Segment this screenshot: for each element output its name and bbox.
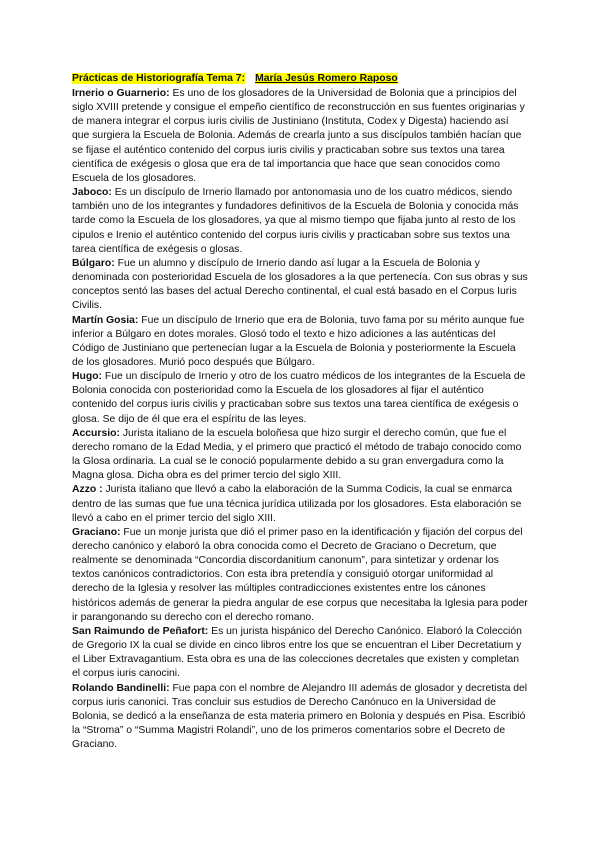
entry-term: Graciano: — [72, 526, 121, 538]
entry-term: Búlgaro: — [72, 257, 115, 269]
entry-text: Es uno de los glosadores de la Universidad de Bolonia que a principios del siglo XVIII pretende y consigue el empeño científico de reconstrucción en sus fuentes originarias y de manera integrar el corpus iuris civilis de Justiniano (Instituta, Codex y Digesta) haciendo así que surgiera la Escuela de Bolonia. Además de crearla junto a sus discípulos también hacían que se fijase el auténtico contenido del corpus iuris civilis y practicaban sobre sus textos una tarea científica de exégesis o glosa que era de tal importancia que hace que sean conocidos como Escuela de los glosadores. — [72, 88, 525, 184]
entry-martin-gosia — [72, 314, 528, 371]
entry-text: Fue un monje jurista que dió el primer paso en la identificación y fijación del corpus del derecho canónico y elaboró la obra conocida como el Decreto de Graciano o Decretum, que realmente se denominada “Concordia discordanitium canonum”, para sintetizar y ordenar los textos canónicos contradictorios. Con esta ibra pretendía y consiguió otorgar uniformidad al derecho de la Iglesia y resolver las múltiples contradicciones existentes entre los cánones históricos además de generar la piedra angular de ese corpus que necesitaba la Iglesia para poder ir parangonando su derecho con el derecho romano. — [72, 526, 528, 623]
entry-jaboco — [72, 186, 528, 257]
entry-text: Jurista italiano de la escuela boloñesa que hizo surgir el derecho común, que fue el derecho romano de la Edad Media, y el primero que practicó el método de trabajo conocido como la Glosa ordinaria. La cual se le conoció popularmente debido a su gran envergadura como la Magna glosa. Dicha obra es del primer tercio del siglo XIII. — [72, 427, 522, 482]
entry-irnerio — [72, 87, 528, 186]
entry-accursio — [72, 427, 528, 484]
document-author: María Jesús Romero Raposo — [255, 73, 398, 84]
document-title: Prácticas de Historiografía Tema 7: — [72, 73, 246, 84]
document-page — [72, 72, 528, 752]
entry-term: Hugo: — [72, 371, 103, 383]
entry-term: Azzo : — [72, 484, 103, 496]
entry-hugo — [72, 370, 528, 427]
entry-text: Fue un discípulo de Irnerio que era de Bolonia, tuvo fama por su mérito aunque fue inferior a Búlgaro en dotes morales. Glosó todo el texto e hizo adiciones a las auténticas del Código de Justiniano que pertenecían lugar a la Escuela de Bolonia y posteriormente la Escuela de los glosadores. Murió poco después que Búlgaro. — [72, 314, 525, 368]
entry-rolando-bandinelli — [72, 682, 528, 753]
entry-term: Accursio: — [72, 427, 120, 439]
document-header — [72, 72, 528, 86]
entry-term: Jaboco: — [72, 187, 112, 199]
entry-text: Es un discípulo de Irnerio llamado por antonomasia uno de los cuatro médicos, siendo también uno de los integrantes y fundadores definitivos de la Escuela de Bolonia y conocida más tarde como la Escuela de los glosadores, ya que al mismo tiempo que fijaba junto al resto de los cipulos e Irenio el auténtico contenido del corpus iuris civilis y practicaban sobre sus textos una tarea científica de exégesis o glosas. — [72, 187, 519, 255]
entry-text: Fue papa con el nombre de Alejandro III además de glosador y decretista del corpus iuris canonici. Tras concluir sus estudios de Derecho Canónuco en la Universidad de Bolonia, se dedicó a la enseñanza de esta materia primero en Bolonia y después en Pisa. Escribió la “Stroma” o “Summa Magistri Rolandi”, uno de los primeros comentarios sobre el Decreto de Graciano. — [72, 682, 528, 751]
entry-text: Es un jurista hispánico del Derecho Canónico. Elaboró la Colección de Gregorio IX la cual se divide en cinco libros entre los que se encuentran el Liber Decretatium y el Liber Extravagantium. Esta obra es una de las colecciones decretales que existen y completan el corpus iuris canocini. — [72, 625, 522, 680]
entry-term: Irnerio o Guarnerio: — [72, 88, 170, 99]
entry-san-raimundo — [72, 625, 528, 682]
entry-bulgaro — [72, 257, 528, 314]
entry-text: Jurista italiano que llevó a cabo la elaboración de la Summa Codicis, la cual se enmarca dentro de las sumas que fue una técnica jurídica utilizada por los glosadores. Esta elaboración se llevó a cabo en el primer tercio del siglo XIII. — [72, 484, 522, 524]
entry-azzo — [72, 483, 528, 525]
entry-term: Rolando Bandinelli: — [72, 682, 170, 694]
entry-text: Fue un alumno y discípulo de Irnerio dando así lugar a la Escuela de Bolonia y denominada con posterioridad Escuela de los glosadores a la que pertenecía. Con sus obras y sus conceptos sentó las bases del actual Derecho continental, el cual está basado en el Corpus Iuris Civilis. — [72, 257, 528, 312]
entry-term: Martín Gosia: — [72, 314, 139, 326]
entry-text: Fue un discípulo de Irnerio y otro de los cuatro médicos de los integrantes de la Escuela de Bolonia conocida con posterioridad como la Escuela de los glosadores al fijar el auténtico contenido del corpus iuris civilis y practicaban sobre sus textos una tarea científica de exégesis o glosa. Se dijo de él que era el espíritu de las leyes. — [72, 371, 526, 425]
entry-term: San Raimundo de Peñafort: — [72, 625, 209, 637]
entry-graciano — [72, 526, 528, 625]
